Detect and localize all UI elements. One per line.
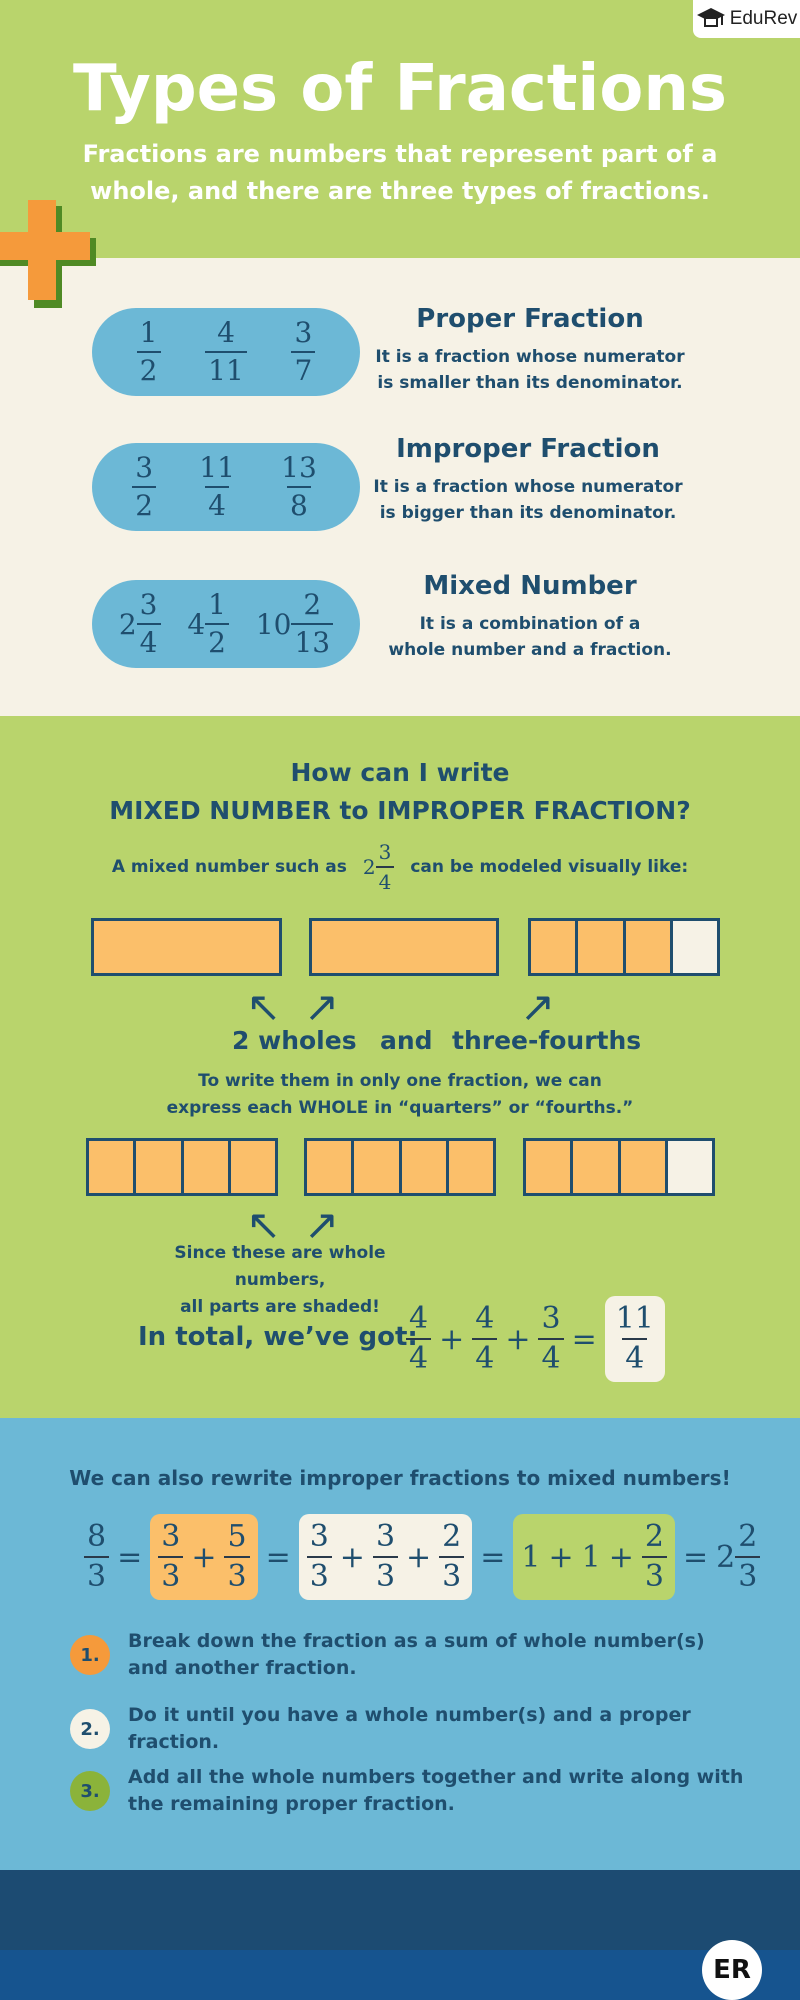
shaded-note	[130, 1240, 430, 1321]
arrow-up-left-icon: ↖	[246, 982, 282, 1031]
shaded-line: Since these are whole numbers,	[174, 1243, 386, 1290]
reverse-heading: We can also rewrite improper fractions to mixed numbers!	[69, 1466, 731, 1490]
model-mixed-number: 2 $\frac{3}{4}$	[363, 842, 394, 892]
page-subtitle: Fractions are numbers that represent part of a whole, and there are three types of fractions.	[82, 140, 718, 205]
step-item	[70, 1702, 750, 1756]
desc-line: It is a fraction whose numerator	[375, 347, 685, 367]
mixed-number: 10 $\frac{2}{13}$	[256, 591, 333, 657]
desc-line: It is a fraction whose numerator	[373, 477, 683, 497]
quarters-bar	[304, 1138, 496, 1196]
fourths-bar	[528, 918, 720, 976]
step-text: Add all the whole numbers together and write along with the remaining proper fraction.	[128, 1766, 744, 1815]
fraction: $\frac{1}{2}$	[137, 319, 161, 385]
step-number: 2.	[70, 1709, 110, 1749]
fraction: $\frac{3}{2}$	[132, 454, 156, 520]
total-equation: $\frac{4}{4}$ + $\frac{4}{4}$ + $\frac{3}{4}$ = $\frac{11}{4}$	[406, 1296, 665, 1382]
fourths-bar	[523, 1138, 715, 1196]
plus-icon	[0, 200, 96, 308]
desc-line: It is a combination of a	[419, 614, 641, 634]
explain-text	[0, 1068, 800, 1122]
step-item	[70, 1628, 750, 1682]
mixed-examples	[92, 580, 360, 668]
model-post-text: can be modeled visually like:	[410, 857, 689, 877]
footer-band	[0, 1950, 800, 2000]
explain-line: To write them in only one fraction, we can	[198, 1071, 602, 1091]
step1-box: $\frac{3}{3}$ + $\frac{5}{3}$	[150, 1514, 257, 1600]
improper-title: Improper Fraction	[396, 434, 660, 464]
fraction: $\frac{4}{11}$	[205, 319, 247, 385]
improper-examples	[92, 443, 360, 531]
model-pre-text: A mixed number such as	[111, 857, 347, 877]
step2-box: $\frac{3}{3}$ + $\frac{3}{3}$ + $\frac{2}{3}$	[299, 1514, 473, 1600]
proper-desc	[375, 344, 685, 396]
model-line	[0, 842, 800, 892]
whole-bar	[91, 918, 282, 976]
desc-line: is smaller than its denominator.	[377, 373, 683, 393]
total-label: In total, we’ve got:	[138, 1322, 418, 1352]
label-and: and	[380, 1026, 433, 1055]
mixed-number: 4 $\frac{1}{2}$	[187, 591, 229, 657]
arrow-up-right-icon: ↗	[520, 982, 556, 1031]
logo-text: EduRev	[729, 8, 798, 29]
proper-examples	[92, 308, 360, 396]
fraction: $\frac{4}{4}$	[472, 1304, 497, 1374]
er-badge[interactable]: ER	[702, 1940, 762, 2000]
graduation-cap-icon	[696, 6, 726, 32]
total-result-box: $\frac{11}{4}$	[605, 1296, 665, 1382]
fraction: $\frac{3}{7}$	[291, 319, 315, 385]
step-text: Break down the fraction as a sum of whole number(s) and another fraction.	[128, 1630, 705, 1679]
desc-line: whole number and a fraction.	[388, 640, 672, 660]
proper-title: Proper Fraction	[416, 304, 644, 334]
step-text: Do it until you have a whole number(s) and a proper fraction.	[128, 1704, 691, 1753]
improper-desc	[373, 474, 683, 526]
edurev-logo[interactable]	[693, 0, 800, 38]
arrow-up-left-icon: ↖	[246, 1200, 282, 1249]
whole-bar	[309, 918, 499, 976]
conversion-heading-2: MIXED NUMBER to IMPROPER FRACTION?	[109, 796, 691, 825]
mixed-number: 2 $\frac{3}{4}$	[119, 591, 161, 657]
page-title: Types of Fractions	[73, 52, 727, 126]
explain-line: express each WHOLE in “quarters” or “fourths.”	[166, 1098, 634, 1118]
fraction: $\frac{4}{4}$	[406, 1304, 431, 1374]
label-wholes: 2 wholes	[232, 1026, 357, 1055]
fraction: $\frac{11}{4}$	[199, 451, 235, 522]
mixed-title: Mixed Number	[423, 571, 637, 601]
conversion-heading-1: How can I write	[290, 758, 510, 787]
shaded-line: all parts are shaded!	[180, 1297, 380, 1317]
step-number: 3.	[70, 1771, 110, 1811]
quarters-bar	[86, 1138, 278, 1196]
final-mixed-number: 2 $\frac{2}{3}$	[716, 1522, 760, 1592]
arrow-up-right-icon: ↗	[304, 982, 340, 1031]
fraction: $\frac{13}{8}$	[281, 451, 317, 522]
mixed-desc	[375, 611, 685, 663]
desc-line: is bigger than its denominator.	[379, 503, 677, 523]
fraction: $\frac{3}{4}$	[538, 1304, 563, 1374]
step3-box: 1 + 1 + $\frac{2}{3}$	[513, 1514, 675, 1600]
label-fourths: three-fourths	[452, 1026, 642, 1055]
header-section	[0, 0, 800, 258]
step-number: 1.	[70, 1635, 110, 1675]
arrow-up-right-icon: ↗	[304, 1200, 340, 1249]
reverse-equation: $\frac{8}{3}$ = $\frac{3}{3}$ + $\frac{5}{3}$ = $\frac{3}{3}$ + $\frac{3}{3}$ + $\frac{2}{3}$ = 1 + 1 + $\frac{2}{3}$ = 2 $\frac{2}{3}$	[84, 1514, 760, 1600]
fraction: $\frac{8}{3}$	[84, 1522, 109, 1592]
step-item	[70, 1764, 750, 1818]
